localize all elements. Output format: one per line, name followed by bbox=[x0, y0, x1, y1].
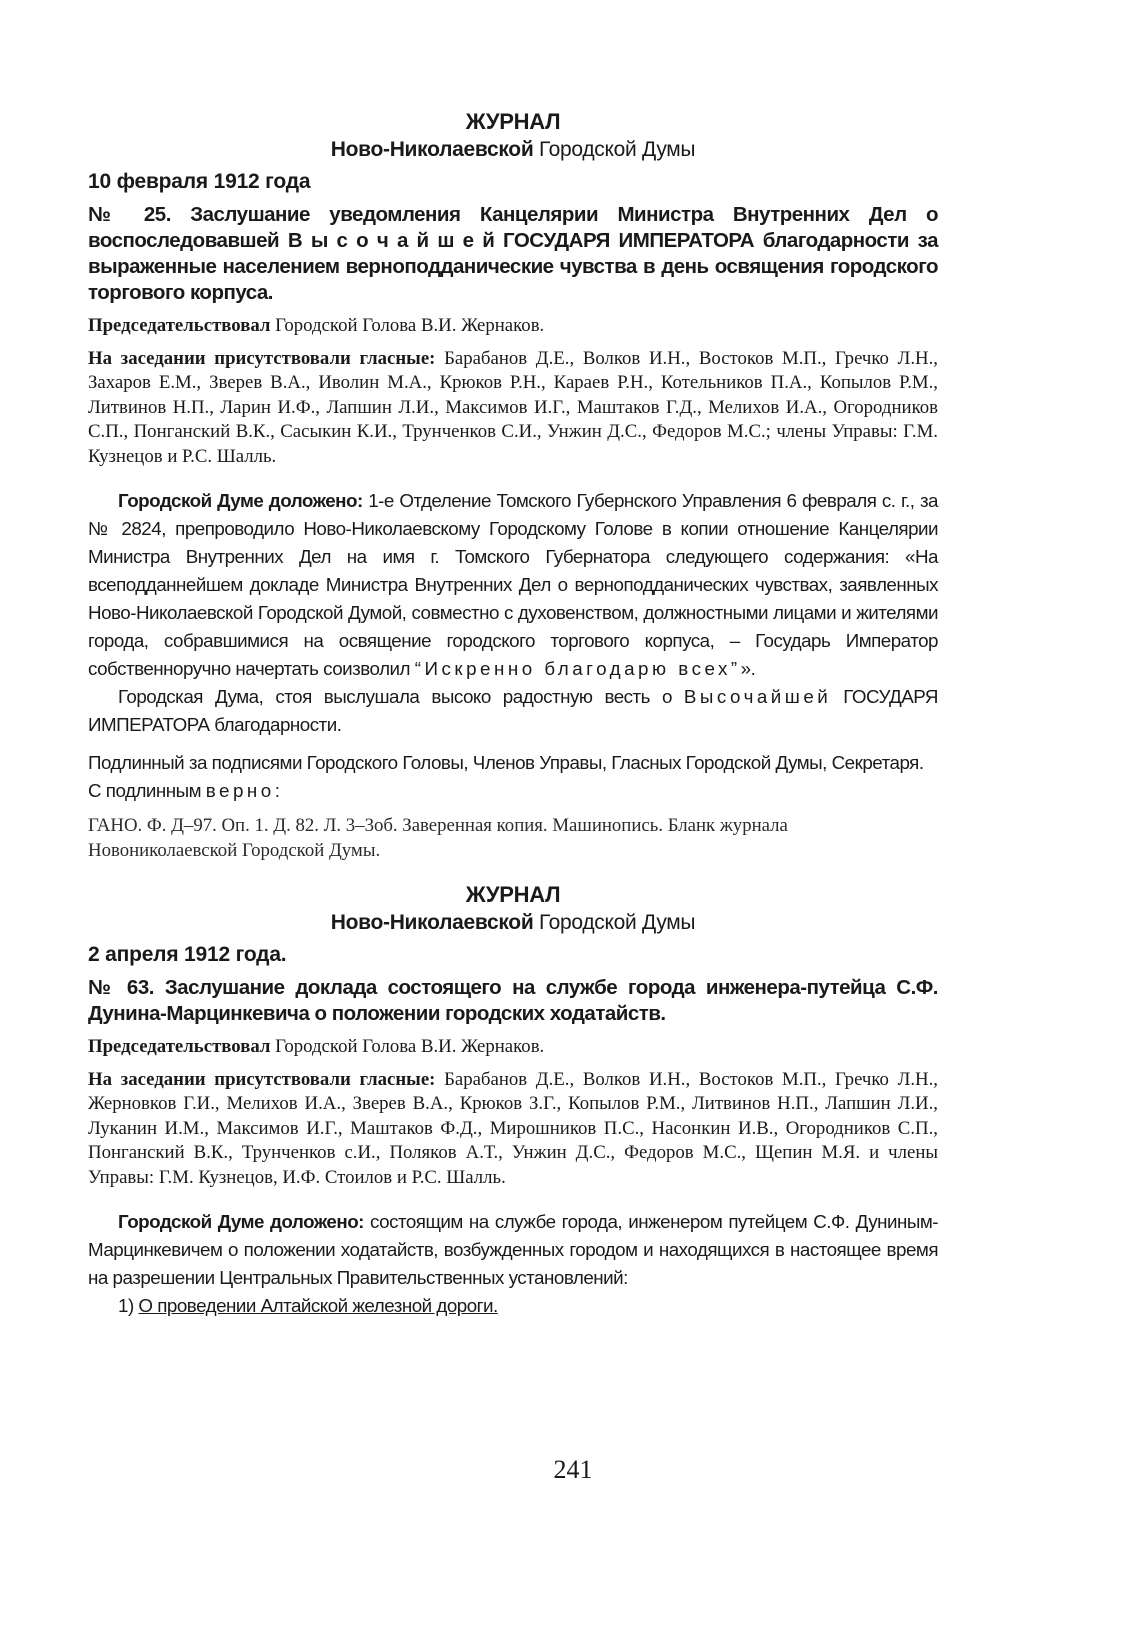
chair-line bbox=[88, 1035, 938, 1060]
chair-text: Городской Голова В.И. Жернаков. bbox=[270, 315, 545, 336]
quote-end: ». bbox=[740, 658, 756, 679]
page-content bbox=[88, 108, 938, 1320]
journal-subtitle bbox=[88, 909, 938, 937]
present-text: Барабанов Д.Е., Волков И.Н., Востоков М.П., Гречко Л.Н., Жерновков Г.И., Мелихов И.А., Зверев В.А., Крюков З.Г., Копылов Р.М., Литвинов Н.П., Лапшин Л.И., Луканин И.М., Максимов И.Г., Маштаков Ф.Д., Мирошников П.С., Насонкин И.В., Огородников С.П., Понганский В.К., Трунченков с.И., Поляков А.Т., Унжин Д.С., Федоров М.С., Щепин М.Я. и члены Управы: Г.М. Кузнецов, И.Ф. Стоилов и Р.С. Шалль. bbox=[88, 1068, 938, 1188]
journal-title: ЖУРНАЛ bbox=[465, 882, 561, 907]
duma-post: ГОСУДАРЯ ИМПЕРАТОРА благодарности. bbox=[88, 686, 938, 735]
item-title: № 63. Заслушание доклада состоящего на службе города инженера-путейца С.Ф. Дунина-Марцинкевича о положении городских ходатайств. bbox=[88, 976, 938, 1025]
chair-label: Председательствовал bbox=[88, 315, 271, 336]
duma-paragraph bbox=[88, 683, 938, 739]
journal-title: ЖУРНАЛ bbox=[465, 109, 561, 134]
certified-post: : bbox=[274, 780, 280, 801]
chair-text: Городской Голова В.И. Жернаков. bbox=[270, 1036, 545, 1057]
list-item bbox=[88, 1292, 938, 1320]
original-note: Подлинный за подписями Городского Головы, Членов Управы, Гласных Городской Думы, Секретаря. bbox=[88, 752, 924, 773]
journal-section-2 bbox=[88, 881, 938, 1320]
journal-subtitle-rest: Городской Думы bbox=[533, 911, 696, 934]
present-text: Барабанов Д.Е., Волков И.Н., Востоков М.П., Гречко Л.Н., Захаров Е.М., Зверев В.А., Иволин М.А., Крюков Р.Н., Караев Р.Н., Котельников П.А., Копылов Р.М., Литвинов Н.П., Ларин И.Ф., Лапшин Л.И., Максимов И.Г., Маштаков Г.Д., Мелихов И.А., Огородников С.П., Понганский В.К., Сасыкин К.И., Трунченков С.И., Унжин Д.С., Федоров М.С.; члены Управы: Г.М. Кузнецов и Р.С. Шалль. bbox=[88, 347, 938, 467]
meeting-date: 10 февраля 1912 года bbox=[88, 170, 311, 193]
list-item-text: О проведении Алтайской железной дороги. bbox=[138, 1295, 498, 1316]
certified-pre: С подлинным bbox=[88, 780, 206, 801]
present-label: На заседании присутствовали гласные: bbox=[88, 347, 436, 369]
present-label: На заседании присутствовали гласные: bbox=[88, 1068, 436, 1090]
journal-section-1 bbox=[88, 108, 938, 863]
journal-subtitle-rest: Городской Думы bbox=[533, 138, 696, 161]
present-members bbox=[88, 1068, 938, 1191]
list-number: 1) bbox=[118, 1295, 139, 1316]
reported-label: Городской Думе доложено: bbox=[118, 490, 363, 511]
reported-label: Городской Думе доложено: bbox=[118, 1211, 364, 1232]
duma-pre: Городская Дума, стоя выслушала высоко радостную весть о bbox=[118, 686, 684, 707]
quote-spaced: “Искренно благодарю всех” bbox=[414, 658, 741, 679]
page-number: 241 bbox=[553, 1455, 593, 1484]
present-members bbox=[88, 347, 938, 470]
duma-spaced: Высочайшей bbox=[683, 686, 832, 707]
chair-line bbox=[88, 314, 938, 339]
journal-subtitle-bold: Ново-Николаевской bbox=[330, 911, 534, 934]
item-title: № 25. Заслушание уведомления Канцелярии Министра Внутренних Дел о воспоследовавшей В ы с о ч а й ш е й ГОСУДАРЯ ИМПЕРАТОРА благодарности за выраженные населением верноподданические чувства в день освящения городского торгового корпуса. bbox=[88, 203, 938, 304]
journal-subtitle-bold: Ново-Николаевской bbox=[330, 138, 534, 161]
meeting-date: 2 апреля 1912 года. bbox=[88, 943, 287, 966]
reported-text: 1-е Отделение Томского Губернского Управления 6 февраля с. г., за № 2824, препроводило Ново-Николаевскому Городскому Голове в копии отношение Канцелярии Министра Внутренних Дел на имя г. Томского Губернатора следующего содержания: «На всеподданнейшем докладе Министра Внутренних Дел о верноподданических чувствах, заявленных Ново-Николаевской Городской Думой, совместно с духовенством, должностными лицами и жителями города, собравшимися на освящение городского торгового корпуса, – Государь Император собственноручно начертать соизволил bbox=[88, 490, 939, 679]
chair-label: Председательствовал bbox=[88, 1036, 271, 1057]
certified-note bbox=[88, 777, 938, 805]
reported-paragraph bbox=[88, 487, 938, 683]
certified-spaced: верно bbox=[205, 780, 275, 801]
reported-text: состоящим на службе города, инженером путейцем С.Ф. Дуниным-Марцинкевичем о положении ходатайств, возбужденных городом и находящихся в настоящее время на разрешении Центральных Правительственных установлений: bbox=[88, 1211, 939, 1288]
reported-paragraph bbox=[88, 1208, 938, 1292]
archive-source: ГАНО. Ф. Д–97. Оп. 1. Д. 82. Л. 3–3об. Заверенная копия. Машинопись. Бланк журнала Новониколаевской Городской Думы. bbox=[88, 815, 788, 861]
journal-subtitle bbox=[88, 136, 938, 164]
